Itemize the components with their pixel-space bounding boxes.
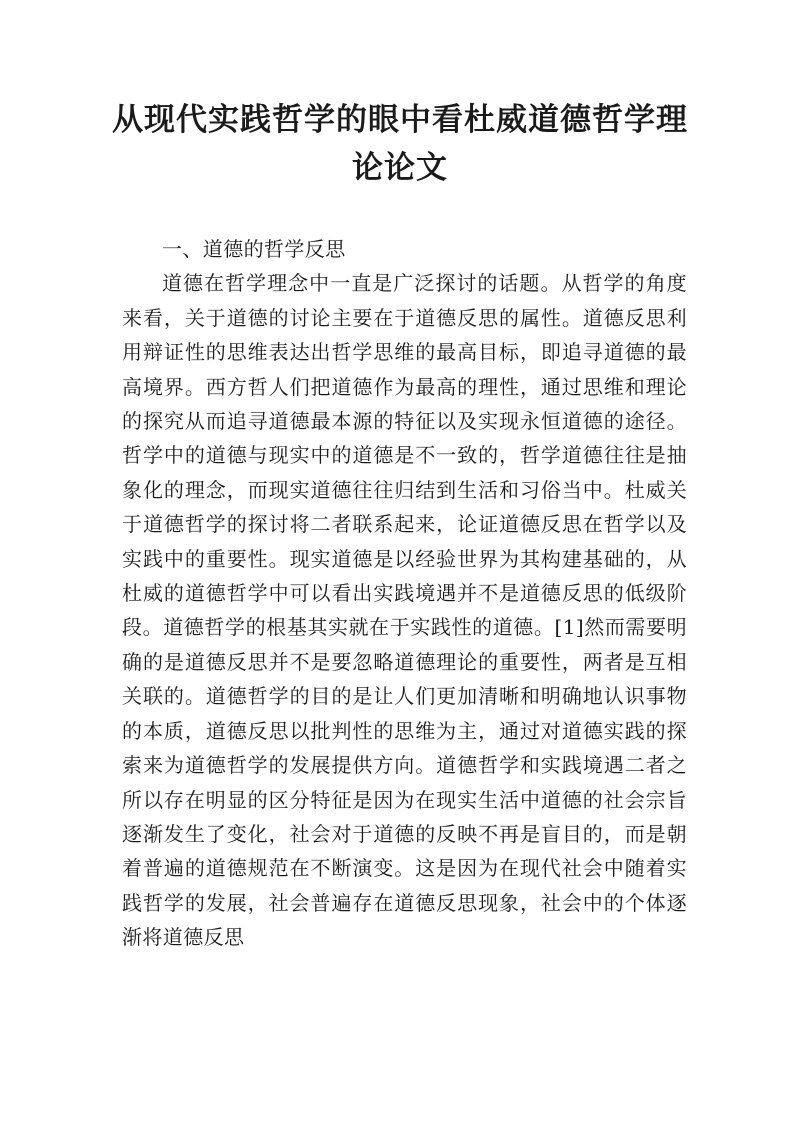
body-paragraph: 道德在哲学理念中一直是广泛探讨的话题。从哲学的角度来看，关于道德的讨论主要在于道德反思的属性。道德反思利用辩证性的思维表达出哲学思维的最高目标，即追寻道德的最高境界。西方哲人们把道德作为最高的理性，通过思维和理论的探究从而追寻道德最本源的特征以及实现永恒道德的途径。哲学中的道德与现实中的道德是不一致的，哲学道德往往是抽象化的理念，而现实道德往往归结到生活和习俗当中。杜威关于道德哲学的探讨将二者联系起来，论证道德反思在哲学以及实践中的重要性。现实道德是以经验世界为其构建基础的，从杜威的道德哲学中可以看出实践境遇并不是道德反思的低级阶段。道德哲学的根基其实就在于实践性的道德。[1]然而需要明确的是道德反思并不是要忽略道德理论的重要性，两者是互相关联的。道德哲学的目的是让人们更加清晰和明确地认识事物的本质，道德反思以批判性的思维为主，通过对道德实践的探索来为道德哲学的发展提供方向。道德哲学和实践境遇二者之所以存在明显的区分特征是因为在现实生活中道德的社会宗旨逐渐发生了变化，社会对于道德的反映不再是盲目的，而是朝着普遍的道德规范在不断演变。这是因为在现代社会中随着实践哲学的发展，社会普遍存在道德反思现象，社会中的个体逐渐将道德反思 — [122, 271, 687, 950]
document-body — [122, 232, 687, 955]
document-title — [60, 96, 740, 192]
section-heading: 一、道德的哲学反思 — [162, 237, 346, 261]
document-title-line-1: 从现代实践哲学的眼中看杜威道德哲学理 — [112, 102, 688, 138]
document-title-line-2: 论论文 — [352, 150, 448, 186]
